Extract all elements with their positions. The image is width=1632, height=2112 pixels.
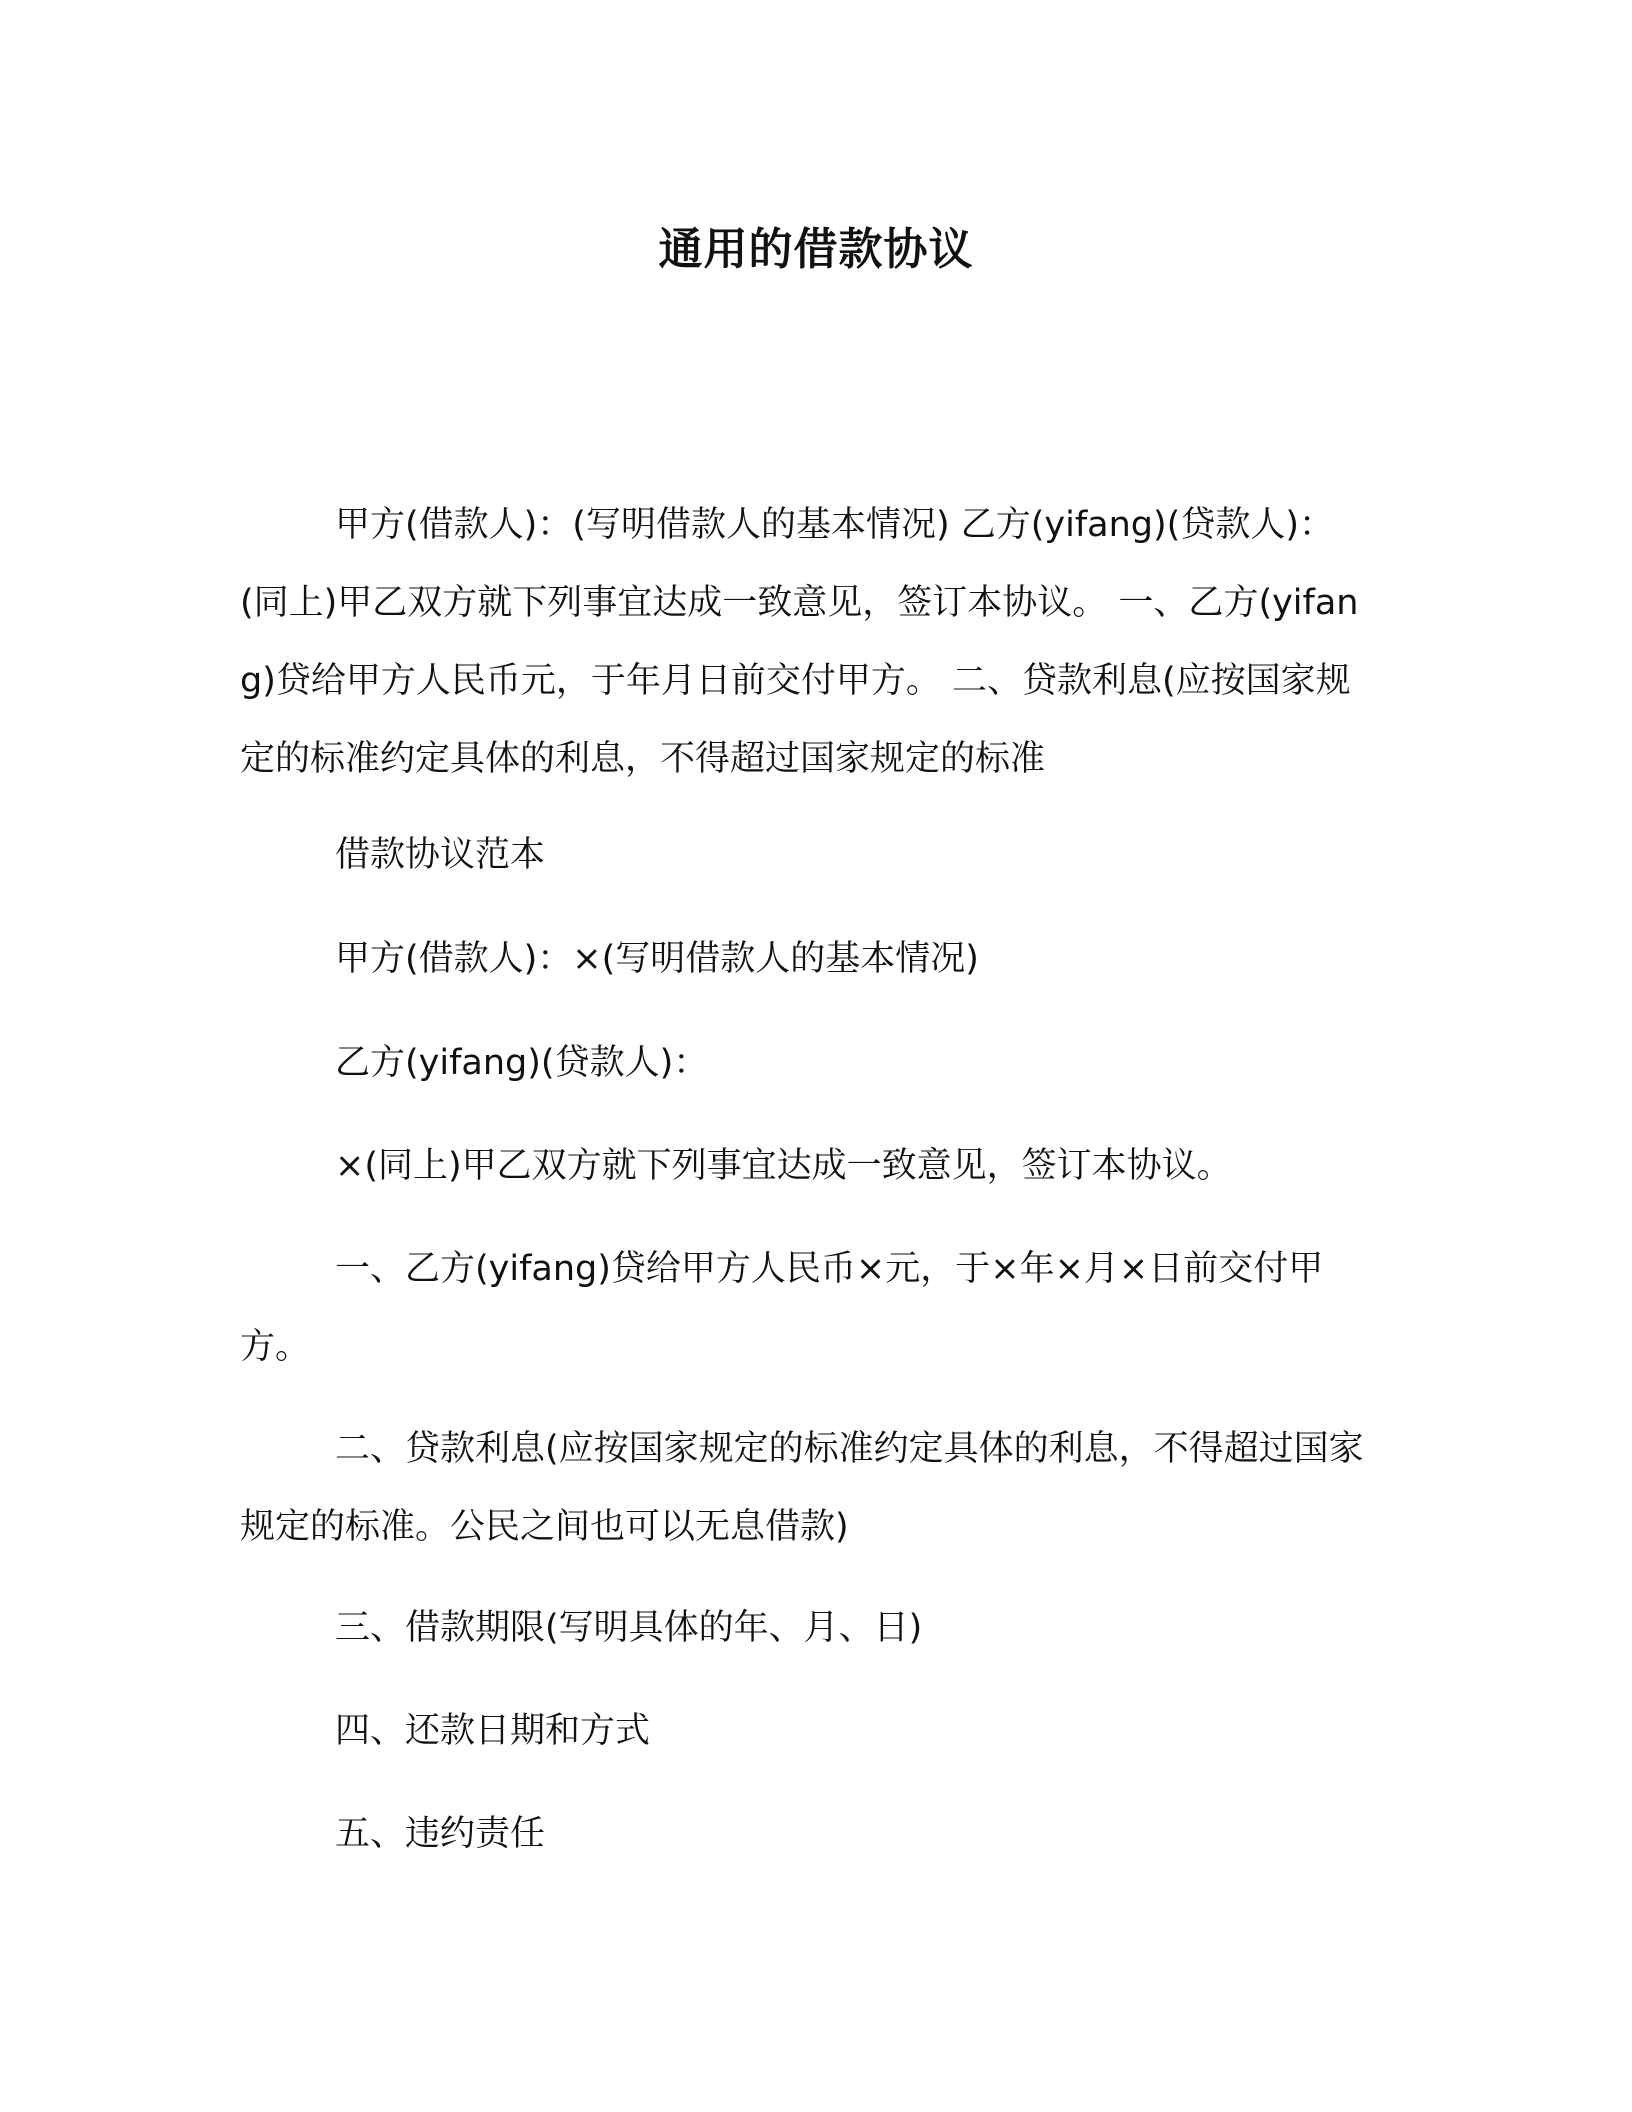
intro-paragraph: 甲方(借款人)：(写明借款人的基本情况) 乙方(yifang)(贷款人)：(同上)甲乙双方就下列事宜达成一致意见，签订本协议。 一、乙方(yifang)贷给甲方人民币元，于年月日前交付甲方。 二、贷款利息(应按国家规定的标准约定具体的利息，不得超过国家规定的标准 [240,505,1359,779]
document-title: 通用的借款协议 [658,224,974,275]
clause-5: 五、违约责任 [335,1814,546,1854]
party-b-line: 乙方(yifang)(贷款人)： [335,1043,709,1083]
clause-1: 一、乙方(yifang)贷给甲方人民币×元，于×年×月×日前交付甲方。 [240,1249,1324,1367]
party-a-line: 甲方(借款人)：×(写明借款人的基本情况) [335,939,979,979]
clause-2: 二、贷款利息(应按国家规定的标准约定具体的利息，不得超过国家规定的标准。公民之间也可以无息借款) [240,1429,1364,1547]
clause-4: 四、还款日期和方式 [335,1711,651,1751]
agreement-line: ×(同上)甲乙双方就下列事宜达成一致意见，签订本协议。 [335,1146,1232,1186]
template-heading: 借款协议范本 [335,835,546,875]
clause-3: 三、借款期限(写明具体的年、月、日) [335,1608,923,1648]
